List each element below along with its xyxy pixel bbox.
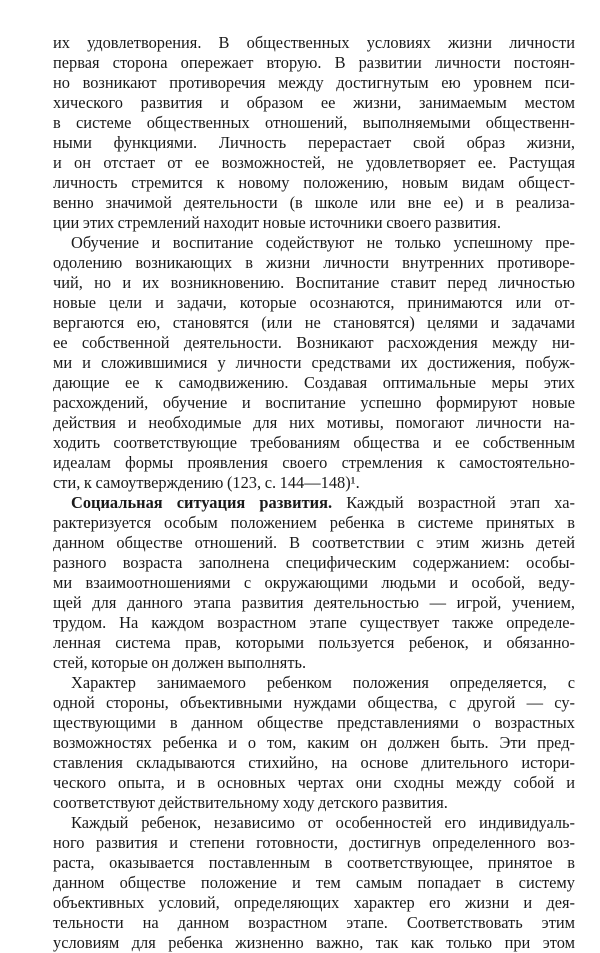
text-line: соответствуют действительному ходу детского развития. <box>53 793 448 812</box>
text-line: раста, оказывается поставленным в соответствующее, принятое в <box>53 853 575 872</box>
text-line: условиям для ребенка жизненно важно, так как только при этом <box>53 933 575 952</box>
paragraph-start-line: Характер занимаемого ребенком положения определяется, с <box>71 673 575 692</box>
text-line: и он отстает от ее возможностей, не удовлетворяет ее. Растущая <box>53 153 575 172</box>
text-line: расхождений, обучение и воспитание успешно формируют новые <box>53 393 575 412</box>
section-heading: Социальная ситуация развития. <box>71 493 333 512</box>
heading-line: Социальная ситуация развития. Каждый возрастной этап ха- <box>71 493 575 512</box>
text-line: но возникают противоречия между достигнутым ею уровнем пси- <box>53 73 575 92</box>
text-line: венно значимой деятельности (в школе или вне ее) и в реализа- <box>53 193 575 212</box>
text-line: новые цели и задачи, которые осознаются, принимаются или от- <box>53 293 575 312</box>
text-line: чий, но и их возникновению. Воспитание ставит перед личностью <box>53 273 575 292</box>
text-line: ми взаимоотношениями с окружающими людьми и особой, веду- <box>53 573 575 592</box>
text-line: в системе общественных отношений, выполняемыми общественн- <box>53 113 575 132</box>
paragraph-start-line: Каждый ребенок, независимо от особенностей его индивидуаль- <box>71 813 575 832</box>
text-line: данном обществе отношений. В соответствии с этим жизнь детей <box>53 533 575 552</box>
text-line: действия и необходимые для них мотивы, помогают личности на- <box>53 413 575 432</box>
text-line: ного развития и степени готовности, достигнув определенного воз- <box>53 833 575 852</box>
text-line: трудом. На каждом возрастном этапе существует также определе- <box>53 613 575 632</box>
text-line: ществующими в данном обществе представлениями о возрастных <box>53 713 575 732</box>
text-line: ции этих стремлений находит новые источники своего развития. <box>53 213 501 232</box>
text-line: ными функциями. Личность перерастает свой образ жизни, <box>53 133 575 152</box>
text-line: ленная система прав, которыми пользуется ребенок, и обязанно- <box>53 633 575 652</box>
text-line: разного возраста заполнена специфическим содержанием: особы- <box>53 553 575 572</box>
text-line: идеалам формы проявления своего стремления к самостоятельно- <box>53 453 575 472</box>
text-line: хического развития и образом ее жизни, занимаемым местом <box>53 93 575 112</box>
text-line: одной стороны, объективными нуждами общества, с другой — су- <box>53 693 575 712</box>
text-line: их удовлетворения. В общественных условиях жизни личности <box>53 33 575 52</box>
text-line: рактеризуется особым положением ребенка в системе принятых в <box>53 513 575 532</box>
paragraph-start-line: Обучение и воспитание содействуют не только успешному пре- <box>71 233 575 252</box>
text-line: данном обществе положение и тем самым попадает в систему <box>53 873 575 892</box>
text-line: стей, которые он должен выполнять. <box>53 653 307 672</box>
text-line: ческого опыта, и в основных чертах они сходны между собой и <box>53 773 575 792</box>
text-line: возможностях ребенка и о том, каким он должен быть. Эти пред- <box>53 733 575 752</box>
text-line: одолению возникающих в жизни личности внутренних противоре- <box>53 253 575 272</box>
text-line: объективных условий, определяющих характер его жизни и дея- <box>53 893 575 912</box>
text-line: личность стремится к новому положению, новым видам общест- <box>53 173 575 192</box>
text-line: ставления складываются стихийно, на основе длительного истори- <box>53 753 575 772</box>
text-line: ми и сложившимися у личности средствами их достижения, побуж- <box>53 353 575 372</box>
text-line: щей для данного этапа развития деятельностью — игрой, учением, <box>53 593 575 612</box>
text-line: ее собственной деятельности. Возникают расхождения между ни- <box>53 333 575 352</box>
text-line: первая сторона опережает вторую. В развитии личности постоян- <box>53 53 575 72</box>
text-line: тельности на данном возрастном этапе. Соответствовать этим <box>53 913 575 932</box>
text-line: дающие ее к самодвижению. Создавая оптимальные меры этих <box>53 373 575 392</box>
text-line: вергаются ею, становятся (или не становятся) целями и задачами <box>53 313 575 332</box>
text-line: ходить соответствующие требованиям общества и ее собственным <box>53 433 575 452</box>
text-line: сти, к самоутверждению (123, с. 144—148)¹. <box>53 473 360 492</box>
